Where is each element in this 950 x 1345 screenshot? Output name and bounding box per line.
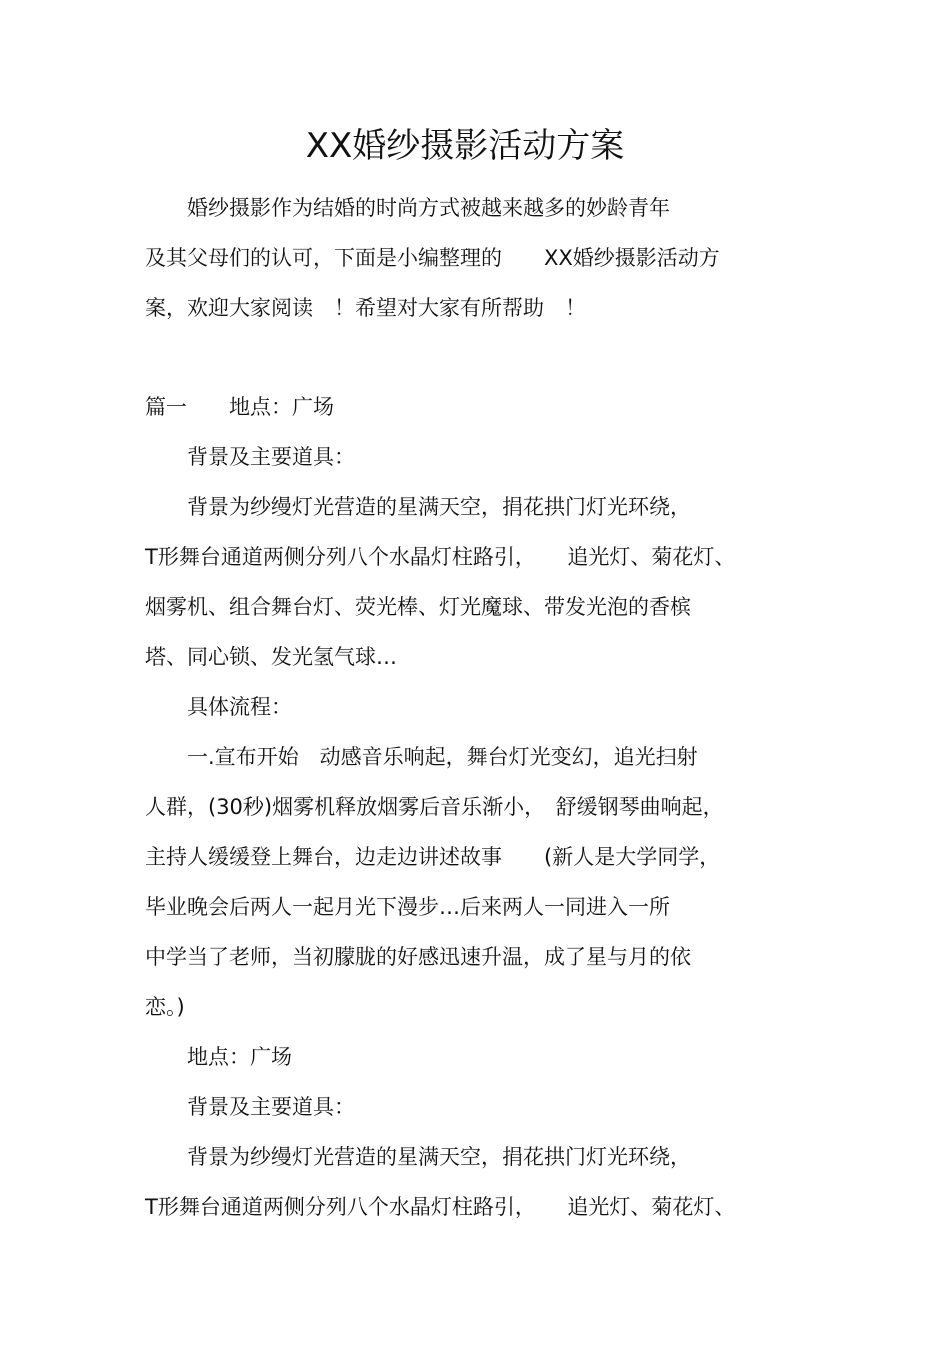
text-line: 案，欢迎大家阅读 ！希望对大家有所帮助 ！ [145, 296, 586, 320]
text-line: 具体流程： [145, 695, 292, 719]
text-line: 中学当了老师，当初朦胧的好感迅速升温，成了星与月的依 [145, 945, 691, 969]
text-line: 人群，(30秒)烟雾机释放烟雾后音乐渐小， 舒缓钢琴曲响起， [145, 795, 724, 819]
text-line: 婚纱摄影作为结婚的时尚方式被越来越多的妙龄青年 [145, 196, 670, 220]
text-line: 主持人缓缓登上舞台，边走边讲述故事 (新人是大学同学， [145, 845, 721, 869]
text-line: 背景及主要道具： [145, 445, 355, 469]
text-line: 毕业晚会后两人一起月光下漫步…后来两人一同进入一所 [145, 895, 670, 919]
text-line: 烟雾机、组合舞台灯、荧光棒、灯光魔球、带发光泡的香槟 [145, 595, 691, 619]
text-line: T形舞台通道两侧分列八个水晶灯柱路引， 追光灯、菊花灯、 [145, 1195, 736, 1219]
text-line: 及其父母们的认可，下面是小编整理的 XX婚纱摄影活动方 [145, 246, 720, 270]
document-title: XX婚纱摄影活动方案 [305, 126, 625, 166]
text-line: 背景为纱缦灯光营造的星满天空，捐花拱门灯光环绕， [145, 1145, 691, 1169]
text-line: 背景及主要道具： [145, 1095, 355, 1119]
text-line: T形舞台通道两侧分列八个水晶灯柱路引， 追光灯、菊花灯、 [145, 545, 736, 569]
text-line: 地点：广场 [145, 1045, 292, 1069]
text-line: 恋。) [145, 995, 185, 1019]
text-line: 塔、同心锁、发光氢气球… [145, 645, 397, 669]
text-line: 一.宣布开始 动感音乐响起，舞台灯光变幻，追光扫射 [145, 745, 698, 769]
text-line: 背景为纱缦灯光营造的星满天空，捐花拱门灯光环绕， [145, 495, 691, 519]
section-heading: 篇一 地点：广场 [145, 395, 334, 419]
